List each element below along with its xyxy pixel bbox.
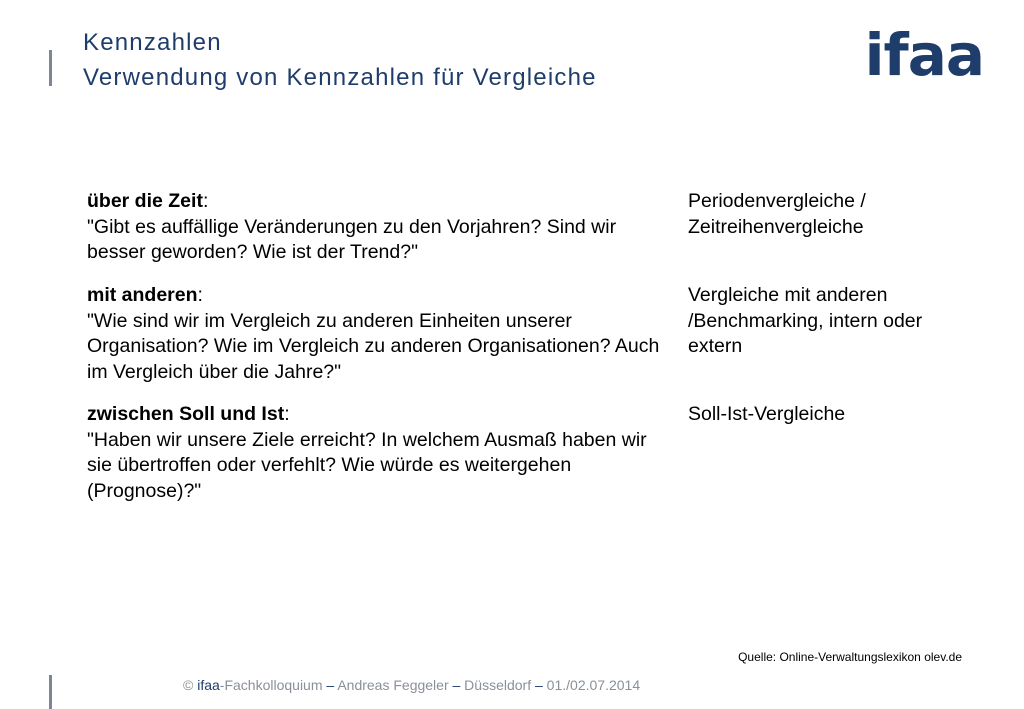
comparison-heading: zwischen Soll und Ist [87, 403, 285, 425]
comparison-description [87, 283, 672, 385]
footer-accent-bar [49, 675, 52, 709]
slide-title: Kennzahlen [83, 29, 222, 56]
footer-separator: – [535, 677, 543, 693]
comparison-heading: mit anderen [87, 284, 198, 306]
comparison-question: "Gibt es auffällige Veränderungen zu den Vorjahren? Sind wir besser geworden? Wie ist der Trend?" [87, 215, 617, 263]
comparison-category: Vergleiche mit anderen /Benchmarking, intern oder extern [688, 284, 923, 357]
footer-separator: – [452, 677, 461, 693]
footer-date: 01./02.07.2014 [542, 677, 641, 693]
comparison-question: "Haben wir unsere Ziele erreicht? In welchem Ausmaß haben wir sie übertroffen oder verfehlt? Wie würde es weitergehen (Prognose)?" [87, 428, 647, 502]
comparison-description [87, 402, 672, 504]
footer-separator: – [326, 677, 335, 693]
slide-subtitle: Verwendung von Kennzahlen für Vergleiche [83, 64, 597, 91]
footer-text [183, 677, 640, 693]
ifaa-logo: ifaa [864, 21, 984, 89]
footer-brand: ifaa [197, 677, 220, 693]
heading-colon: : [284, 403, 290, 425]
footer-author: Andreas Feggeler [334, 677, 453, 693]
footer-event: -Fachkolloquium [219, 677, 327, 693]
heading-colon: : [197, 284, 203, 306]
source-citation: Quelle: Online-Verwaltungslexikon olev.de [738, 650, 962, 664]
comparison-question: "Wie sind wir im Vergleich zu anderen Einheiten unserer Organisation? Wie im Vergleich zu anderen Organisationen? Auch im Vergleich über die Jahre?" [87, 309, 660, 383]
comparison-description [87, 189, 672, 266]
comparison-category: Soll-Ist-Vergleiche [688, 403, 846, 425]
heading-colon: : [202, 190, 209, 212]
header-accent-bar [49, 50, 52, 86]
footer-location: Düsseldorf [460, 677, 535, 693]
comparison-category: Periodenvergleiche / Zeitreihenvergleiche [688, 190, 866, 238]
copyright-symbol: © [183, 677, 198, 693]
comparison-heading: über die Zeit [87, 190, 203, 212]
